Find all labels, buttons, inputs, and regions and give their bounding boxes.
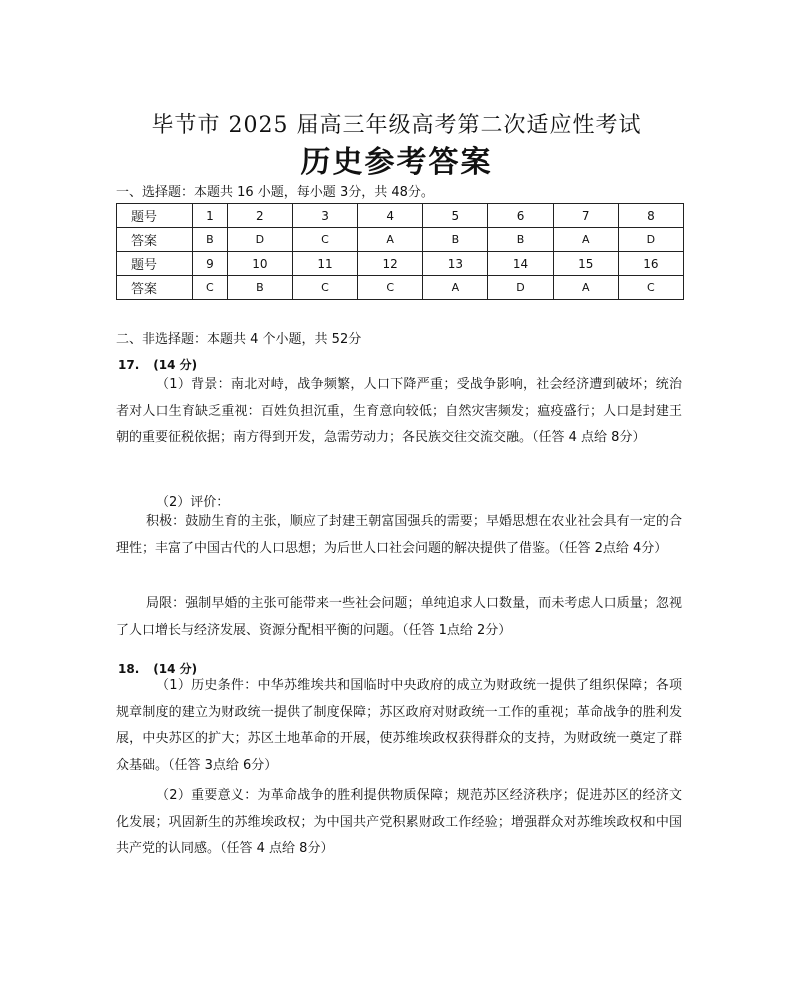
table-row <box>117 204 684 228</box>
answer-cell: B <box>423 228 488 252</box>
question-number: 18. <box>118 662 140 676</box>
answer-cell: D <box>618 228 683 252</box>
table-row <box>117 228 684 252</box>
question-number: 9 <box>193 252 228 276</box>
question-17-heading <box>118 356 197 373</box>
table-row <box>117 276 684 300</box>
answer-cell: B <box>488 228 553 252</box>
row-label-number: 题号 <box>117 252 193 276</box>
table-row <box>117 252 684 276</box>
exam-title: 毕节市 2025 届高三年级高考第二次适应性考试 <box>151 113 642 138</box>
question-number: 3 <box>292 204 357 228</box>
question-number: 5 <box>423 204 488 228</box>
question-number: 2 <box>227 204 292 228</box>
document-subtitle: 历史参考答案 <box>300 145 493 180</box>
q17-part2-positive: 积极：鼓励生育的主张，顺应了封建王朝富国强兵的需要；早婚思想在农业社会具有一定的合理性；丰富了中国古代的人口思想；为后世人口社会问题的解决提供了借鉴。（任答 2点给 4分） <box>116 514 682 556</box>
answer-cell: B <box>227 276 292 300</box>
q18-part1-answer: （1）历史条件：中华苏维埃共和国临时中央政府的成立为财政统一提供了组织保障；各项规章制度的建立为财政统一提供了制度保障；苏区政府对财政统一工作的重视；革命战争的胜利发展，中央苏区的扩大；苏区土地革命的开展，使苏维埃政权获得群众的支持，为财政统一奠定了群众基础。（任答 3点给 6分） <box>116 678 682 773</box>
row-label-answer: 答案 <box>117 228 193 252</box>
answer-cell: A <box>553 228 618 252</box>
answer-cell: D <box>227 228 292 252</box>
question-number: 15 <box>553 252 618 276</box>
q17-part1-answer: （1）背景：南北对峙，战争频繁，人口下降严重；受战争影响，社会经济遭到破坏；统治者对人口生育缺乏重视：百姓负担沉重，生育意向较低；自然灾害频发；瘟疫盛行；人口是封建王朝的重要征税依据；南方得到开发，急需劳动力；各民族交往交流交融。（任答 4 点给 8分） <box>116 377 682 446</box>
answer-cell: A <box>553 276 618 300</box>
question-number: 11 <box>292 252 357 276</box>
answer-cell: A <box>358 228 423 252</box>
section1-heading: 一、选择题：本题共 16 小题，每小题 3分，共 48分。 <box>116 185 434 200</box>
question-number: 12 <box>358 252 423 276</box>
question-number: 14 <box>488 252 553 276</box>
answer-cell: B <box>193 228 228 252</box>
answer-cell: C <box>292 276 357 300</box>
row-label-number: 题号 <box>117 204 193 228</box>
question-points: (14 分) <box>153 662 198 676</box>
answer-table <box>116 203 684 300</box>
answer-cell: C <box>618 276 683 300</box>
q17-part2-negative: 局限：强制早婚的主张可能带来一些社会问题；单纯追求人口数量，而未考虑人口质量；忽视了人口增长与经济发展、资源分配相平衡的问题。（任答 1点给 2分） <box>116 596 682 638</box>
question-number: 17. <box>118 358 140 372</box>
question-number: 16 <box>618 252 683 276</box>
question-number: 7 <box>553 204 618 228</box>
q17-part2-label: （2）评价： <box>156 495 230 510</box>
answer-cell: C <box>358 276 423 300</box>
section2-heading: 二、非选择题：本题共 4 个小题，共 52分 <box>116 332 362 347</box>
question-number: 10 <box>227 252 292 276</box>
answer-cell: C <box>193 276 228 300</box>
question-points: (14 分) <box>153 358 198 372</box>
question-number: 4 <box>358 204 423 228</box>
answer-cell: A <box>423 276 488 300</box>
question-number: 8 <box>618 204 683 228</box>
answer-cell: D <box>488 276 553 300</box>
row-label-answer: 答案 <box>117 276 193 300</box>
question-number: 6 <box>488 204 553 228</box>
q18-part2-answer: （2）重要意义：为革命战争的胜利提供物质保障；规范苏区经济秩序；促进苏区的经济文化发展；巩固新生的苏维埃政权；为中国共产党积累财政工作经验；增强群众对苏维埃政权和中国共产党的认同感。（任答 4 点给 8分） <box>116 788 682 857</box>
question-number: 13 <box>423 252 488 276</box>
answer-cell: C <box>292 228 357 252</box>
question-number: 1 <box>193 204 228 228</box>
